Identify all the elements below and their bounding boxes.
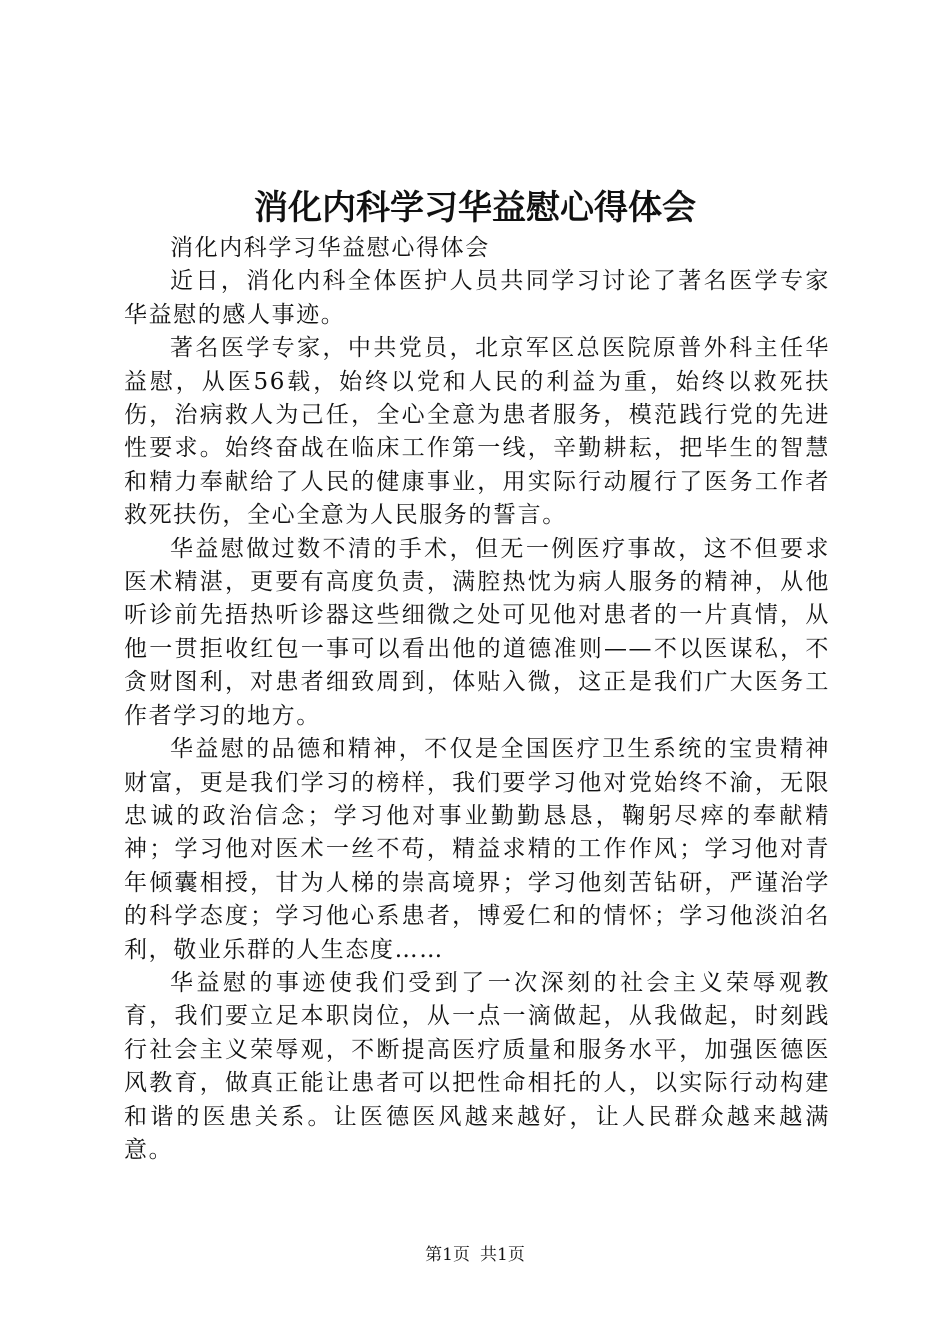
paragraph: 华益慰的事迹使我们受到了一次深刻的社会主义荣辱观教育，我们要立足本职岗位，从一点一滴做起，从我做起，时刻践行社会主义荣辱观，不断提高医疗质量和服务水平，加强医德医风教育，做真正能让患者可以把性命相托的人，以实际行动构建和谐的医患关系。让医德医风越来越好，让人民群众越来越满意。 — [124, 969, 830, 1163]
paragraph: 华益慰的品德和精神，不仅是全国医疗卫生系统的宝贵精神财富，更是我们学习的榜样，我们要学习他对党始终不渝，无限忠诚的政治信念；学习他对事业勤勤恳恳，鞠躬尽瘁的奉献精神；学习他对医术一丝不苟，精益求精的工作作风；学习他对青年倾囊相授，甘为人梯的崇高境界；学习他刻苦钻研，严谨治学的科学态度；学习他心系患者，博爱仁和的情怀；学习他淡泊名利，敬业乐群的人生态度…… — [124, 736, 830, 963]
page-footer — [0, 1243, 950, 1267]
page-total: 共1页 — [480, 1245, 525, 1265]
paragraph: 近日，消化内科全体医护人员共同学习讨论了著名医学专家华益慰的感人事迹。 — [124, 268, 830, 328]
document-title: 消化内科学习华益慰心得体会 — [254, 188, 696, 228]
paragraph-subtitle: 消化内科学习华益慰心得体会 — [170, 235, 490, 261]
paragraph: 华益慰做过数不清的手术，但无一例医疗事故，这不但要求医术精湛，更要有高度负责，满腔热忱为病人服务的精神，从他听诊前先捂热听诊器这些细微之处可见他对患者的一片真情，从他一贯拒收红包一事可以看出他的道德准则——不以医谋私，不贪财图利，对患者细致周到，体贴入微，这正是我们广大医务工作者学习的地方。 — [124, 535, 830, 729]
page-number: 第1页 — [425, 1245, 470, 1265]
document-body — [124, 232, 830, 1167]
paragraph: 著名医学专家，中共党员，北京军区总医院原普外科主任华益慰，从医56载，始终以党和人民的利益为重，始终以救死扶伤，治病救人为己任，全心全意为患者服务，模范践行党的先进性要求。始终奋战在临床工作第一线，辛勤耕耘，把毕生的智慧和精力奉献给了人民的健康事业，用实际行动履行了医务工作者救死扶伤，全心全意为人民服务的誓言。 — [124, 335, 830, 529]
